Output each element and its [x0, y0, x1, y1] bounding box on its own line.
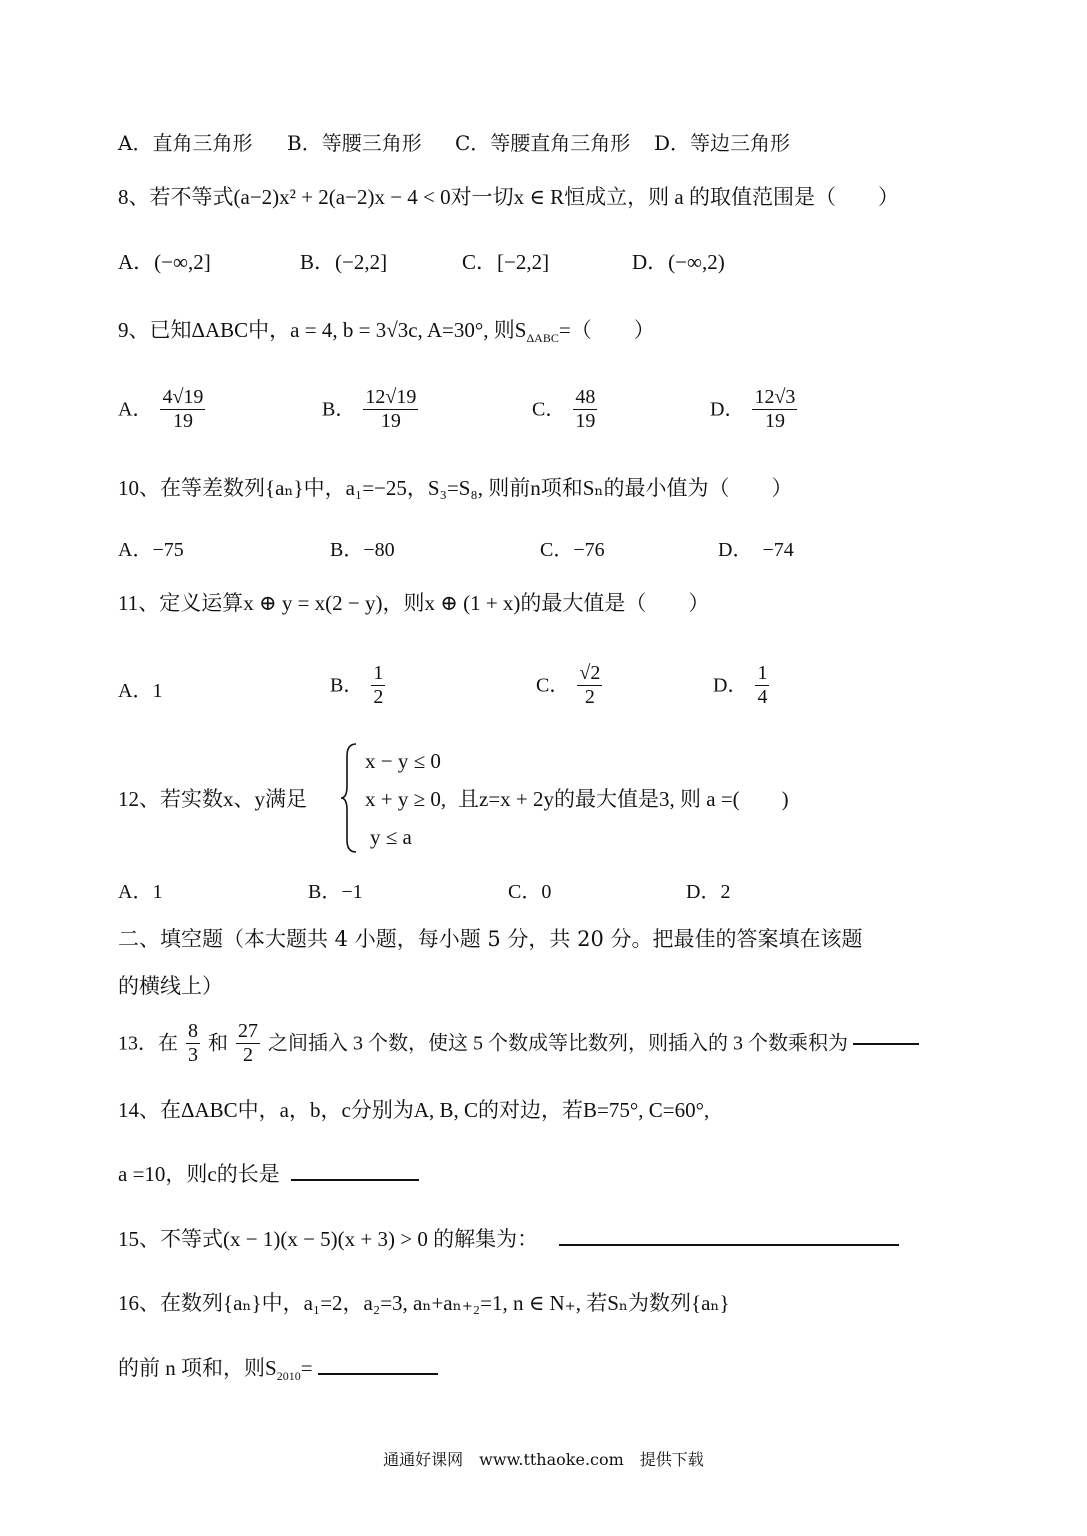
q11-option-d: D． $\frac{1}{4}$: [713, 662, 768, 708]
q10-option-c: C．−76: [540, 539, 605, 561]
q7-option-c: C．等腰直角三角形: [455, 131, 631, 155]
q13-answer-blank: [853, 1043, 919, 1045]
q7-option-d: D．等边三角形: [654, 131, 791, 155]
q12-option-b: B．−1: [308, 881, 363, 903]
q12-option-c: C．0: [508, 881, 552, 903]
q15-stem: 15、不等式(x − 1)(x − 5)(x + 3) > 0 的解集为：: [118, 1229, 899, 1250]
q14-answer-blank: [291, 1179, 419, 1181]
q10-stem: 10、在等差数列{aₙ}中，a₁=−25，S₃=S₈, 则前n项和Sₙ的最小值为（ ）: [118, 476, 793, 500]
q11-option-c: C． $\frac{√2}{2}$: [536, 662, 601, 708]
q11-option-a: A．1: [118, 680, 163, 702]
q7-option-a: A．直角三角形: [118, 131, 253, 155]
q9-option-a: A． $\frac{4√19}{19}$: [118, 386, 204, 432]
q7-option-b: B．等腰三角形: [287, 131, 422, 155]
q16-stem-line2: 的前 n 项和，则$S_{2010}=$: [118, 1358, 438, 1382]
q9-option-c: C． $\frac{48}{19}$: [532, 386, 596, 432]
q12-constraint-2: x + y ≥ 0,: [365, 787, 447, 811]
q12-constraint-3: y ≤ a: [370, 825, 412, 849]
q8-option-b: B．(−2,2]: [300, 250, 388, 274]
q16-stem-line1: 16、在数列{aₙ}中，a₁=2，a₂=3, aₙ+aₙ₊₂=1, n ∈ N₊, 若Sₙ为数列{aₙ}: [118, 1291, 730, 1315]
q12-option-a: A．1: [118, 881, 163, 903]
q12-tail: 且z=x + 2y的最大值是3, 则 a =( ): [458, 787, 789, 811]
q8-option-a: A．(−∞,2]: [118, 250, 211, 274]
q11-stem: 11、定义运算x ⊕ y = x(2 − y)，则x ⊕ (1 + x)的最大值是（ ）: [118, 591, 710, 615]
q9-stem: 9、已知ΔABC中，a = 4, b = 3√3c, A=30°, 则$S_{\Delta ABC}=$（ ）: [118, 318, 655, 346]
q8-option-c: C．[−2,2]: [462, 250, 550, 274]
q14-stem-line2: a =10，则c的长是: [118, 1164, 419, 1185]
section2-heading-line2: 的横线上）: [118, 974, 223, 998]
q12-prefix: 12、若实数x、y满足: [118, 787, 307, 811]
q12-brace: [340, 742, 360, 854]
q10-option-d: D． −74: [718, 539, 794, 561]
q10-option-b: B．−80: [330, 539, 395, 561]
q11-option-b: B． $\frac{1}{2}$: [330, 662, 384, 708]
q12-option-d: D．2: [686, 881, 731, 903]
section2-heading-line1: 二、填空题（本大题共 4 小题，每小题 5 分，共 20 分。把最佳的答案填在该题: [118, 927, 863, 951]
q14-stem-line1: 14、在ΔABC中，a，b，c分别为A, B, C的对边，若B=75°, C=60°,: [118, 1098, 710, 1122]
q16-answer-blank: [318, 1373, 438, 1375]
q8-option-d: D．(−∞,2): [632, 250, 725, 274]
page-footer: 通通好课网 www.tthaoke.com 提供下载: [383, 1450, 704, 1469]
q10-option-a: A．−75: [118, 539, 184, 561]
q15-answer-blank: [559, 1244, 899, 1246]
q9-option-d: D． $\frac{12√3}{19}$: [710, 386, 796, 432]
q13-stem: 13．在 $\frac{8}{3}$ 和 $\frac{27}{2}$ 之间插入 3 个数，使这 5 个数成等比数列，则插入的 3 个数乘积为: [118, 1020, 919, 1067]
q12-constraint-1: x − y ≤ 0: [365, 749, 441, 773]
q8-stem: 8、若不等式(a−2)x² + 2(a−2)x − 4 < 0对一切x ∈ R恒成立，则 a 的取值范围是（ ）: [118, 185, 899, 209]
q9-option-b: B． $\frac{12√19}{19}$: [322, 386, 417, 432]
